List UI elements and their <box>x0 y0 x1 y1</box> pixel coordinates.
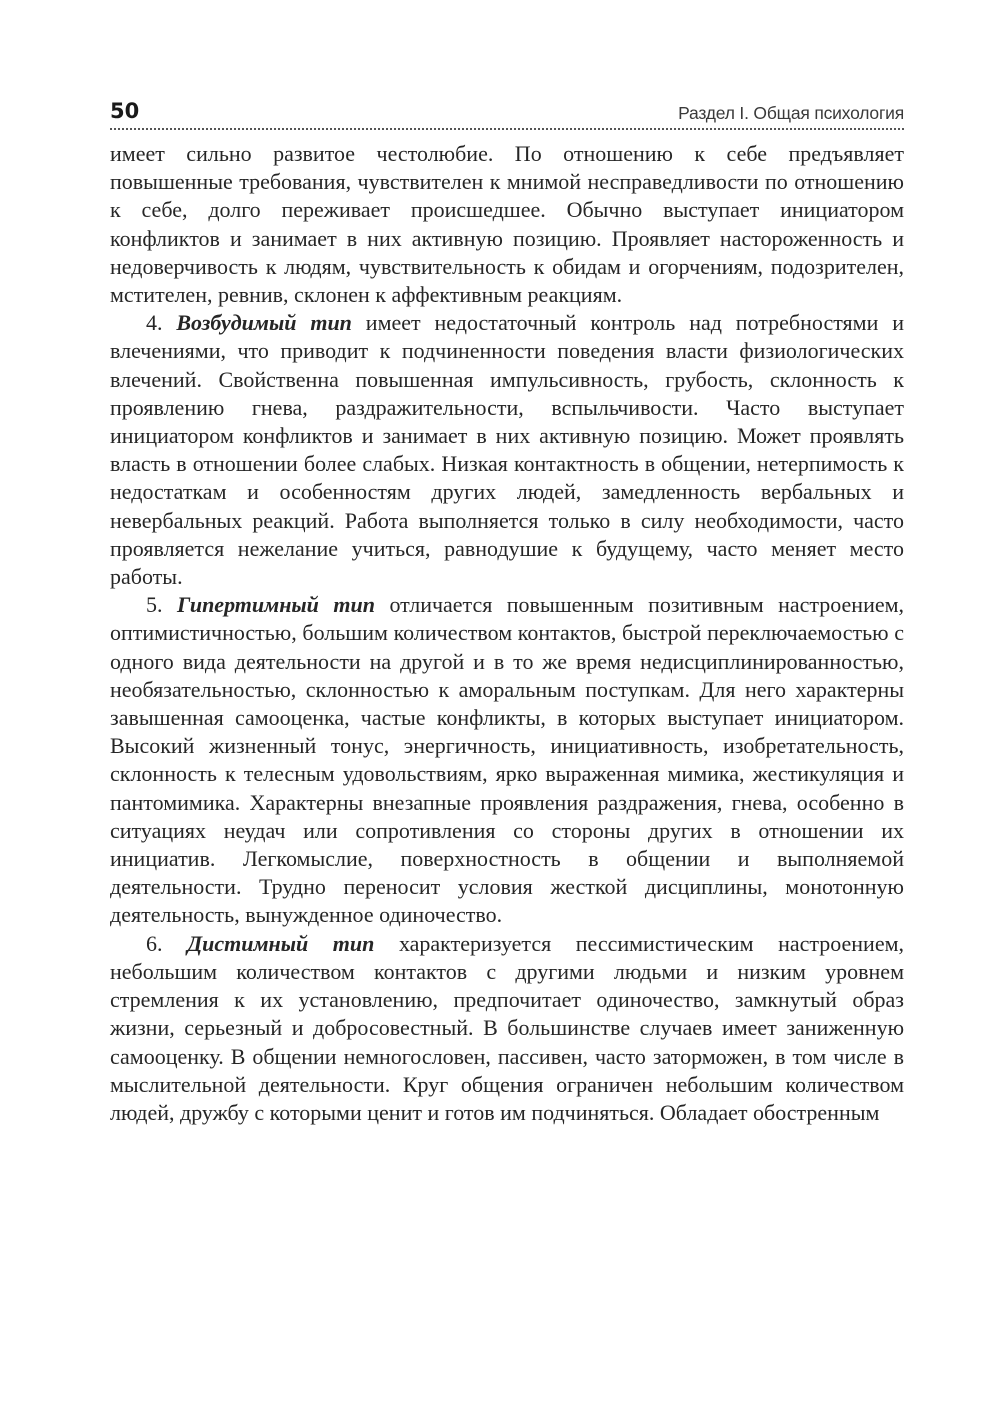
body-text <box>110 140 904 1127</box>
section-title: Раздел I. Общая психология <box>678 102 904 123</box>
running-header <box>110 88 904 130</box>
term-excitable-type: Возбудимый тип <box>176 310 352 336</box>
paragraph-dysthymic-type <box>110 930 904 1127</box>
paragraph-hyperthymic-type <box>110 591 904 929</box>
paragraph-text: характеризуется пессимистическим настроением, небольшим количеством контактов с другими людьми и низким уровнем стремления к их установлению, предпочитает одиночество, замкнутый образ жизни, серьезный и добросовестный. В большинстве случаев имеет заниженную самооценку. В общении немногословен, пассивен, часто заторможен, в том числе в мыслительной деятельности. Круг общения ограничен небольшим количеством людей, дружбу с которыми ценит и готов им подчиняться. Обладает обостренным <box>110 930 905 1125</box>
paragraph-number: 6. <box>146 930 163 956</box>
paragraph-number: 4. <box>146 310 163 336</box>
paragraph-excitable-type <box>110 309 904 591</box>
paragraph-text: имеет недостаточный контроль над потребностями и влечениями, что приводит к подчиненности поведения власти физиологических влечений. Свойственна повышенная импульсивность, грубость, склонность к проявлению гнева, раздражительности, вспыльчивости. Часто выступает инициатором конфликтов и занимает в них активную позицию. Может проявлять власть в отношении более слабых. Низкая контактность в общении, нетерпимость к недостаткам и особенностям других людей, замедленность вербальных и невербальных реакций. Работа выполняется только в силу необходимости, часто проявляется нежелание учиться, равнодушие к будущему, часто меняет место работы. <box>110 310 904 590</box>
book-page <box>110 88 904 1127</box>
paragraph-number: 5. <box>146 592 163 618</box>
paragraph-text: имеет сильно развитое честолюбие. По отношению к себе предъявляет повышенные требования, чувствителен к мнимой несправедливости по отношению к себе, долго переживает происшедшее. Обычно выступает инициатором конфликтов и занимает в них активную позицию. Проявляет настороженность и недоверчивость к людям, чувствительность к обидам и огорчениям, подозрителен, мстителен, ревнив, склонен к аффективным реакциям. <box>110 141 904 308</box>
term-hyperthymic-type: Гипертимный тип <box>176 592 375 618</box>
term-dysthymic-type: Дистимный тип <box>187 930 375 956</box>
paragraph-text: отличается повышенным позитивным настроением, оптимистичностью, большим количеством контактов, быстрой переключаемостью с одного вида деятельности на другой и в то же время недисциплинированностью, необязательностью, склонностью к аморальным поступкам. Для него характерны завышенная самооценка, частые конфликты, в которых выступает инициатором. Высокий жизненный тонус, энергичность, инициативность, изобретательность, склонность к телесным удовольствиям, ярко выраженная мимика, жестикуляция и пантомимика. Характерны внезапные проявления раздражения, гнева, особенно в ситуациях неудач или сопротивления со стороны других в отношении их инициатив. Легкомыслие, поверхностность в общении и выполняемой деятельности. Трудно переносит условия жесткой дисциплины, монотонную деятельность, вынужденное одиночество. <box>110 592 905 928</box>
paragraph-continuation <box>110 140 904 309</box>
page-number: 50 <box>110 99 140 123</box>
